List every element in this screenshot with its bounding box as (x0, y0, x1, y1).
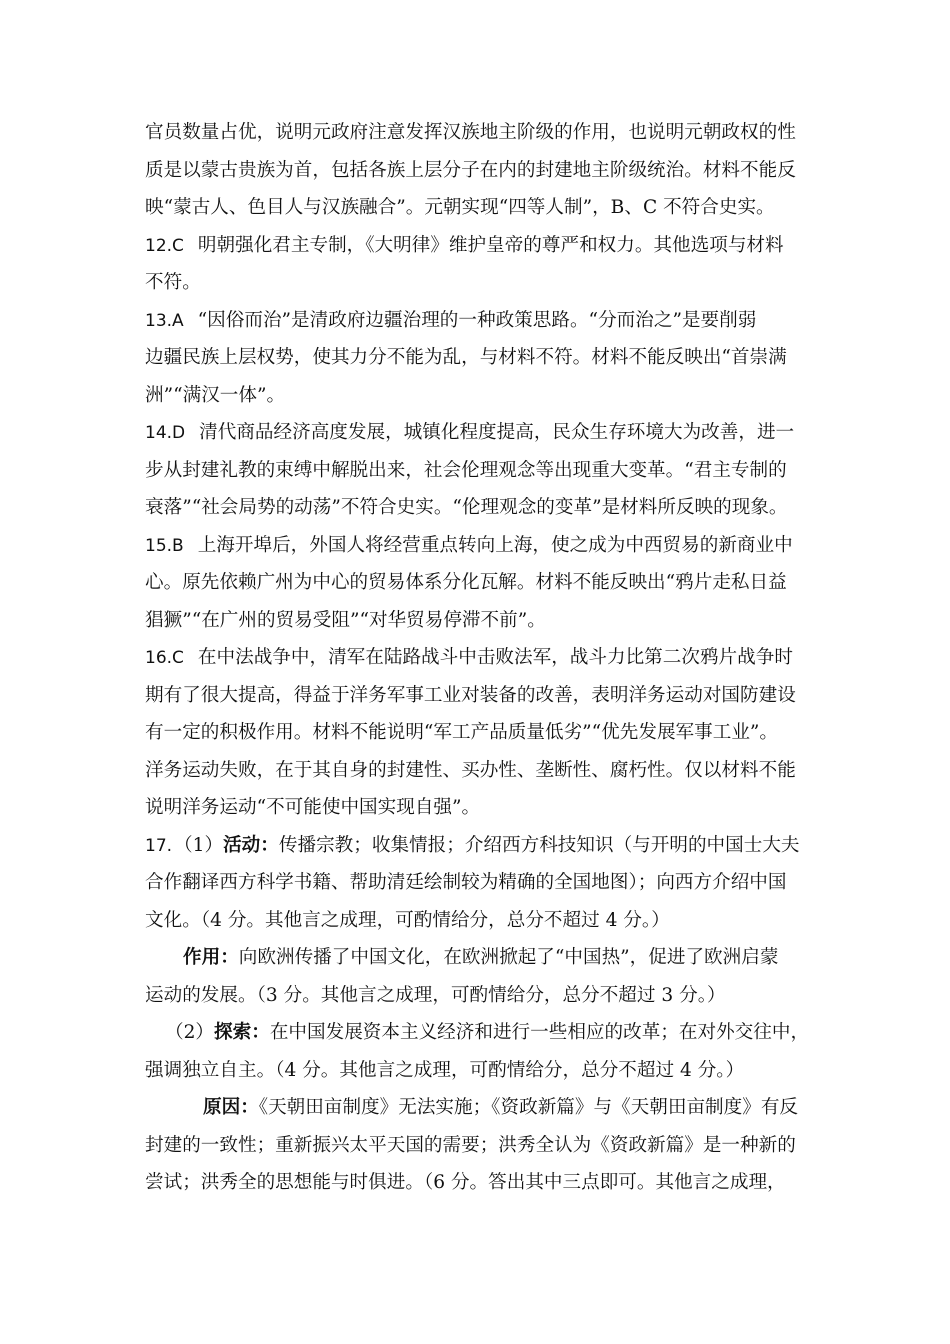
ans17-reason-label: 原因： (203, 1097, 259, 1118)
ans17-reason-line (145, 1089, 809, 1127)
ans17-effect-line: 运动的发展。（3 分。其他言之成理，可酌情给分，总分不超过 3 分。） (145, 984, 726, 1006)
ans16-line: 有一定的积极作用。材料不能说明“军工产品质量低劣”“优先发展军事工业”。 (145, 722, 779, 743)
ans13-line (145, 302, 809, 340)
ans16-line: 说明洋务运动“不可能使中国实现自强”。 (145, 797, 481, 818)
ans17-number: 17. (145, 835, 173, 856)
ans13-line: 边疆民族上层权势，使其力分不能为乱，与材料不符。材料不能反映出“首崇满 (145, 347, 787, 368)
ans13-number: 13.A (145, 310, 184, 331)
ans17-part2-label: 探索： (214, 1022, 270, 1043)
ans12-text: 明朝强化君主专制，《大明律》维护皇帝的尊严和权力。其他选项与材料 (197, 234, 784, 256)
ans14-number: 14.D (145, 423, 186, 443)
ans14-text: 清代商品经济高度发展，城镇化程度提高，民众生存环境大为改善，进一 (199, 422, 795, 443)
ans17-part2-text: 在中国发展资本主义经济和进行一些相应的改革；在对外交往中， (269, 1022, 809, 1043)
ans17-line (145, 827, 809, 865)
ans15-text: 上海开埠后，外国人将经营重点转向上海，使之成为中西贸易的新商业中 (197, 534, 793, 556)
ans17-effect-line (145, 939, 809, 977)
ans14-line (145, 414, 809, 452)
ans13-text: “因俗而治”是清政府边疆治理的一种政策思路。“分而治之”是要削弱 (197, 309, 757, 331)
ans15-line (145, 527, 809, 565)
ans11-line: 映“蒙古人、色目人与汉族融合”。元朝实现“四等人制”，B、C 不符合史实。 (145, 197, 775, 218)
ans17-part2-prefix: （2） (165, 1022, 215, 1043)
ans17-effect-label: 作用： (183, 947, 239, 968)
ans14-line: 步从封建礼教的束缚中解脱出来，社会伦理观念等出现重大变革。“君主专制的 (145, 459, 787, 481)
ans17-effect-text: 向欧洲传播了中国文化，在欧洲掀起了“中国热”，促进了欧洲启蒙 (238, 947, 779, 968)
ans17-part2-line (145, 1014, 809, 1052)
ans17-part1-label: 活动： (223, 834, 279, 856)
ans17-part1-text: 传播宗教；收集情报；介绍西方科技知识（与开明的中国士大夫 (278, 834, 800, 856)
ans15-number: 15.B (145, 535, 184, 556)
ans11-line: 质是以蒙古贵族为首，包括各族上层分子在内的封建地主阶级统治。材料不能反 (145, 159, 796, 181)
ans17-line: 文化。（4 分。其他言之成理，可酌情给分，总分不超过 4 分。） (145, 909, 670, 931)
ans17-part1-prefix: （1） (174, 834, 224, 856)
ans17-line: 合作翻译西方科学书籍、帮助清廷绘制较为精确的全国地图）；向西方介绍中国 (145, 872, 787, 893)
ans14-line: 衰落”“社会局势的动荡”不符合史实。“伦理观念的变革”是材料所反映的现象。 (145, 497, 788, 518)
ans17-reason-line: 封建的一致性；重新振兴太平天国的需要；洪秀全认为《资政新篇》是一种新的 (145, 1134, 796, 1156)
ans17-part2-line: 强调独立自主。（4 分。其他言之成理，可酌情给分，总分不超过 4 分。） (145, 1059, 745, 1081)
ans16-line (145, 639, 809, 677)
ans12-line: 不符。 (145, 272, 201, 293)
answer-text-block (145, 114, 809, 1202)
ans12-line (145, 227, 809, 265)
ans15-line: 猖獗”“在广州的贸易受阻”“对华贸易停滞不前”。 (145, 609, 546, 631)
ans11-line: 官员数量占优，说明元政府注意发挥汉族地主阶级的作用，也说明元朝政权的性 (145, 122, 796, 143)
ans12-number: 12.C (145, 235, 184, 256)
ans16-line: 洋务运动失败，在于其自身的封建性、买办性、垄断性、腐朽性。仅以材料不能 (145, 759, 796, 781)
ans16-line: 期有了很大提高，得益于洋务军事工业对装备的改善，表明洋务运动对国防建设 (145, 684, 796, 706)
ans17-reason-line: 尝试；洪秀全的思想能与时俱进。（6 分。答出其中三点即可。其他言之成理， (145, 1172, 786, 1193)
ans16-number: 16.C (145, 648, 184, 668)
ans15-line: 心。原先依赖广州为中心的贸易体系分化瓦解。材料不能反映出“鸦片走私日益 (145, 572, 787, 593)
ans13-line: 洲”“满汉一体”。 (145, 384, 286, 406)
ans16-text: 在中法战争中，清军在陆路战斗中击败法军，战斗力比第二次鸦片战争时 (197, 647, 793, 668)
ans17-reason-text: 《天朝田亩制度》无法实施；《资政新篇》与《天朝田亩制度》有反 (258, 1097, 799, 1118)
